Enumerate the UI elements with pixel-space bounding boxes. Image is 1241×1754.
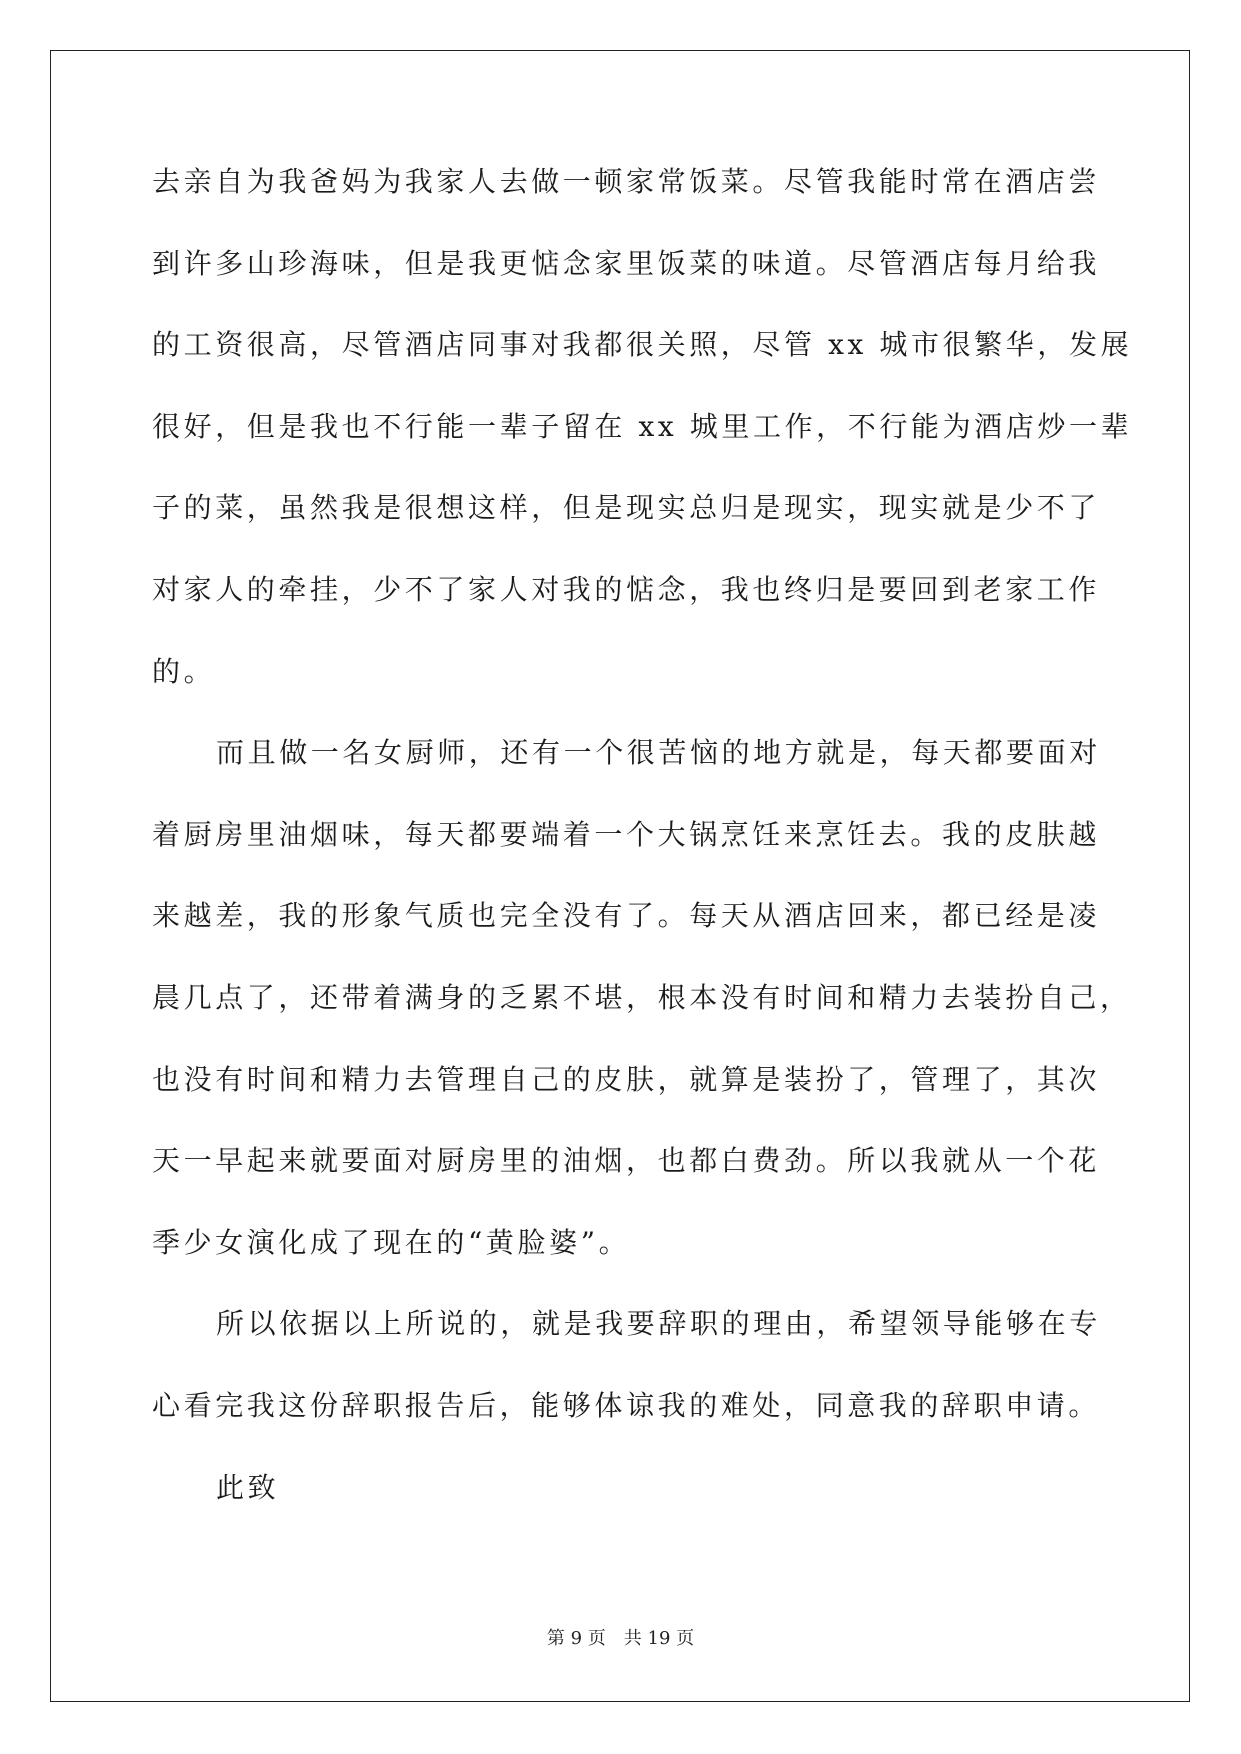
text-line: 也没有时间和精力去管理自己的皮肤，就算是装扮了，管理了，其次 — [152, 1062, 1101, 1096]
document-body — [152, 162, 1133, 1549]
text-line: 子的菜，虽然我是很想这样，但是现实总归是现实，现实就是少不了 — [152, 491, 1101, 525]
text-line: 对家人的牵挂，少不了家人对我的惦念，我也终归是要回到老家工作 — [152, 572, 1101, 606]
text-line: 到许多山珍海味，但是我更惦念家里饭菜的味道。尽管酒店每月给我 — [152, 246, 1101, 280]
text-line: 着厨房里油烟味，每天都要端着一个大锅烹饪来烹饪去。我的皮肤越 — [152, 817, 1101, 851]
text-line: 的。 — [152, 654, 216, 688]
page-total: 共 19 页 — [623, 1628, 695, 1649]
page-number: 第 9 页 — [546, 1628, 606, 1649]
page-footer — [0, 1624, 1241, 1650]
text-line: 天一早起来就要面对厨房里的油烟，也都白费劲。所以我就从一个花 — [152, 1144, 1101, 1178]
paragraph-start-line: 而且做一名女厨师，还有一个很苦恼的地方就是，每天都要面对 — [216, 736, 1101, 770]
text-line: 来越差，我的形象气质也完全没有了。每天从酒店回来，都已经是凌 — [152, 899, 1101, 933]
text-line: 心看完我这份辞职报告后，能够体谅我的难处，同意我的辞职申请。 — [152, 1388, 1101, 1422]
paragraph-start-line: 所以依据以上所说的，就是我要辞职的理由，希望领导能够在专 — [216, 1307, 1101, 1341]
text-line: 去亲自为我爸妈为我家人去做一顿家常饭菜。尽管我能时常在酒店尝 — [152, 165, 1101, 198]
text-line: 的工资很高，尽管酒店同事对我都很关照，尽管 xx 城市很繁华，发展 — [152, 328, 1133, 362]
text-line: 季少女演化成了现在的“黄脸婆”。 — [152, 1225, 631, 1259]
text-line: 晨几点了，还带着满身的乏累不堪，根本没有时间和精力去装扮自己， — [152, 980, 1132, 1014]
text-line: 很好，但是我也不行能一辈子留在 xx 城里工作，不行能为酒店炒一辈 — [152, 409, 1133, 443]
closing-salutation: 此致 — [216, 1470, 280, 1504]
